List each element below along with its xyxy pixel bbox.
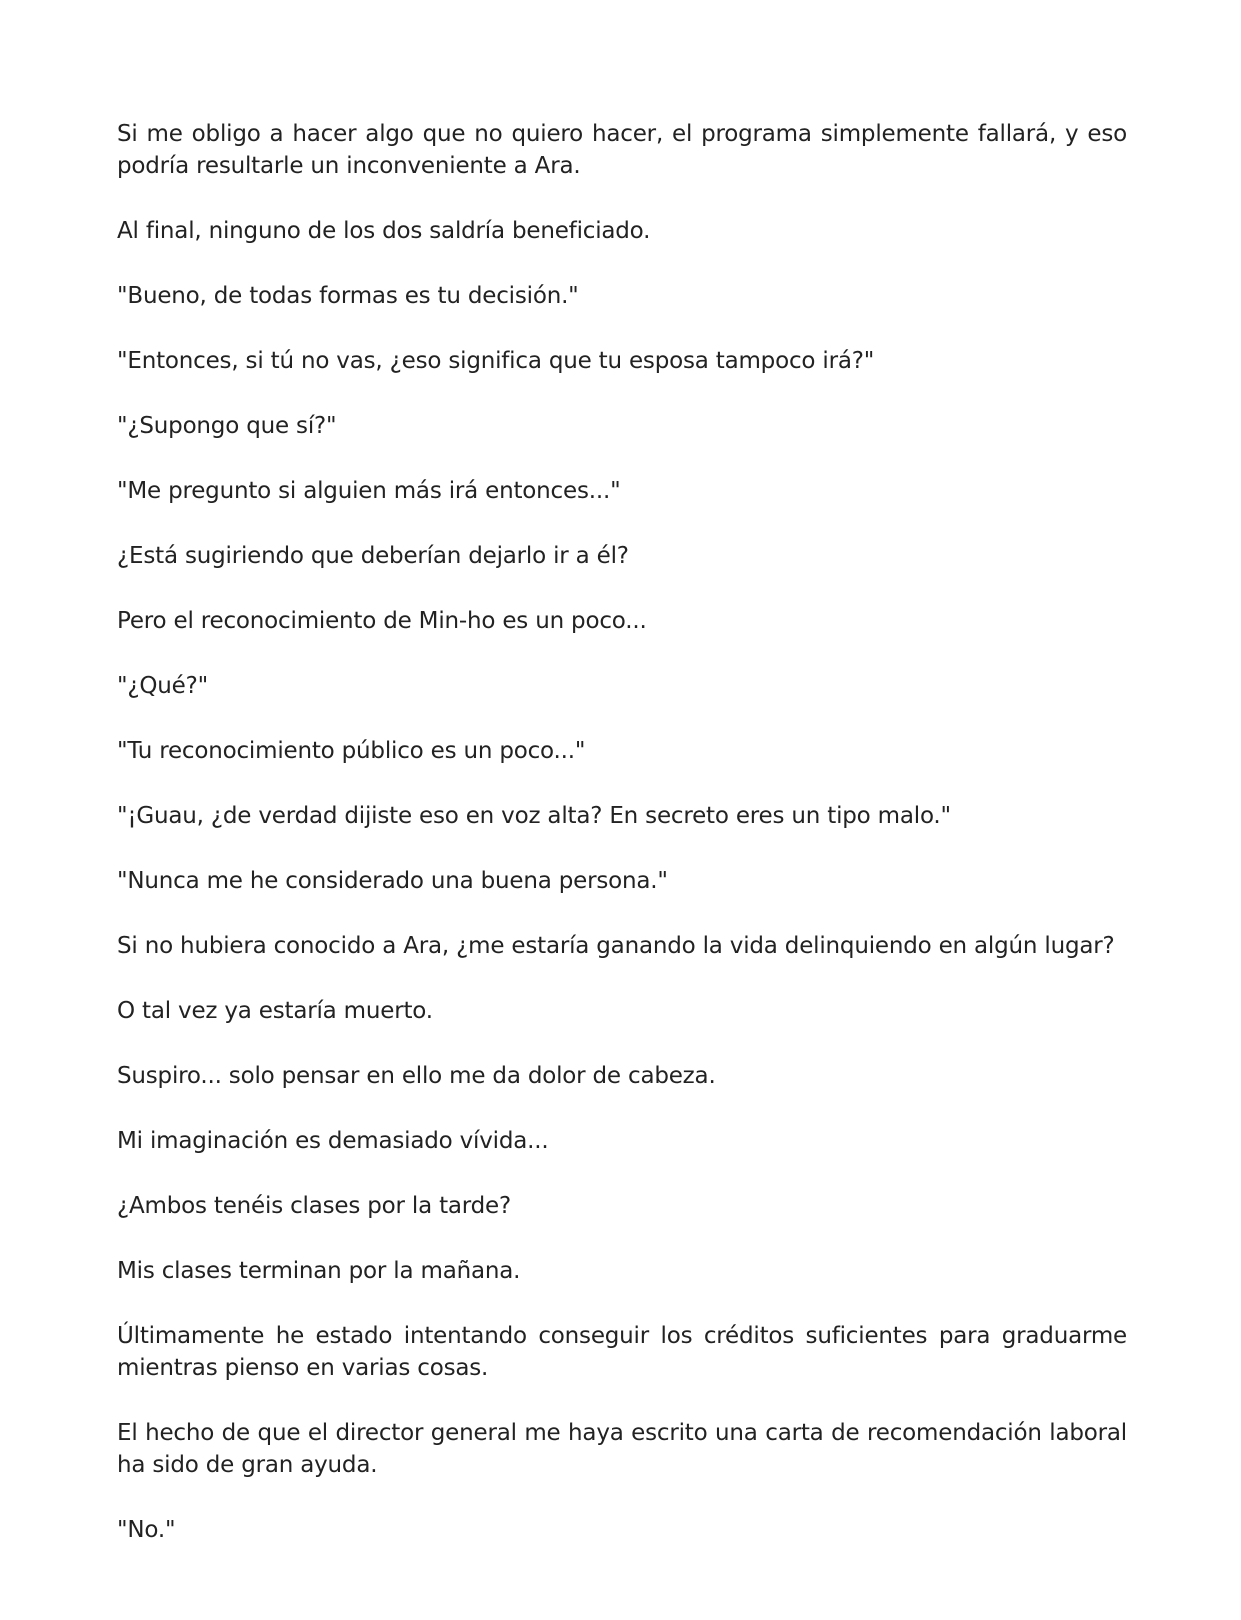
paragraph: "Me pregunto si alguien más irá entonces..."	[117, 478, 621, 504]
paragraph: "No."	[117, 1517, 176, 1543]
paragraph: "Nunca me he considerado una buena persona."	[117, 868, 668, 894]
paragraph: "¿Qué?"	[117, 673, 209, 699]
paragraph: "Tu reconocimiento público es un poco..."	[117, 738, 586, 764]
paragraph: ¿Está sugiriendo que deberían dejarlo ir a él?	[117, 543, 629, 569]
paragraph: "¿Supongo que sí?"	[117, 413, 337, 439]
document-body	[117, 118, 1127, 1579]
paragraph: Últimamente he estado intentando conseguir los créditos suficientes para graduarme mientras pienso en varias cosas.	[117, 1323, 1127, 1381]
paragraph: Si me obligo a hacer algo que no quiero hacer, el programa simplemente fallará, y eso podría resultarle un inconveniente a Ara.	[117, 121, 1127, 179]
paragraph: Al final, ninguno de los dos saldría beneficiado.	[117, 218, 651, 244]
paragraph: Mi imaginación es demasiado vívida...	[117, 1128, 549, 1154]
paragraph: Pero el reconocimiento de Min-ho es un poco...	[117, 608, 647, 634]
paragraph: ¿Ambos tenéis clases por la tarde?	[117, 1193, 512, 1219]
paragraph: Mis clases terminan por la mañana.	[117, 1258, 521, 1284]
paragraph: O tal vez ya estaría muerto.	[117, 998, 433, 1024]
paragraph: "Entonces, si tú no vas, ¿eso significa que tu esposa tampoco irá?"	[117, 348, 875, 374]
paragraph: "¡Guau, ¿de verdad dijiste eso en voz alta? En secreto eres un tipo malo."	[117, 803, 951, 829]
paragraph: El hecho de que el director general me haya escrito una carta de recomendación laboral ha sido de gran ayuda.	[117, 1420, 1127, 1478]
paragraph: Suspiro... solo pensar en ello me da dolor de cabeza.	[117, 1063, 716, 1089]
paragraph: Si no hubiera conocido a Ara, ¿me estaría ganando la vida delinquiendo en algún lugar?	[117, 933, 1115, 959]
paragraph: "Bueno, de todas formas es tu decisión."	[117, 283, 579, 309]
